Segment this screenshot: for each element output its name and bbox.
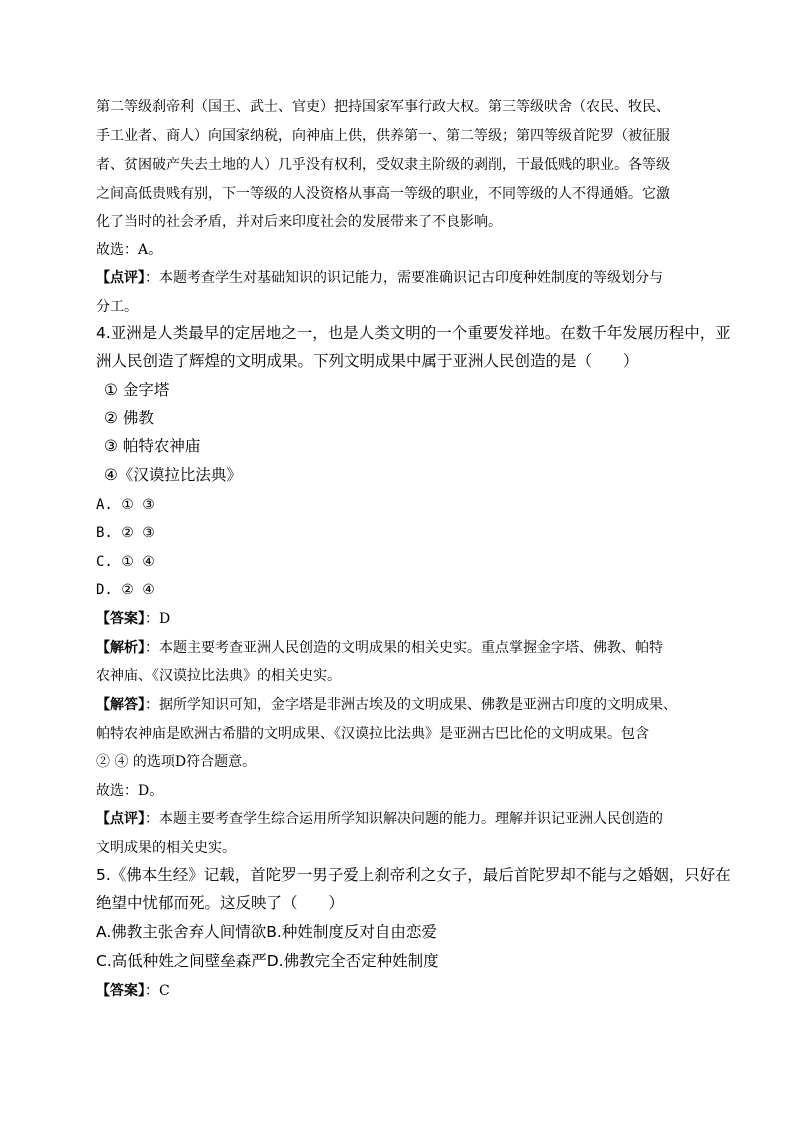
comment-tag: 【点评】 [96,270,145,286]
question-item: ① 金字塔 [104,381,170,399]
solution-line [96,695,677,715]
comment-line [96,268,663,288]
answer-line [96,981,170,1001]
comment-text: ：本题考查学生对基础知识的识记能力，需要准确识记古印度种姓制度的等级划分与 [145,270,663,286]
option-line: A.佛教主张舍弃人间情欲B.种姓制度反对自由恋爱 [96,923,437,941]
explanation-line: 者、贫困破产失去土地的人）几乎没有权利，受奴隶主阶级的剥削，干最低贱的职业。各等级 [96,157,670,173]
answer-tag: 【答案】 [96,611,145,627]
comment-tag: 【点评】 [96,811,145,827]
question-stem: 5.《佛本生经》记载，首陀罗一男子爱上刹帝利之女子，最后首陀罗却不能与之婚姻，只好在 [96,866,731,884]
analysis-tag: 【解析】 [96,640,145,656]
option-c: C. ① ④ [96,554,155,570]
analysis-line [96,638,663,658]
comment-line: 文明成果的相关史实。 [96,840,236,856]
answer-value: ：D [145,611,171,627]
analysis-text: ：本题主要考查亚洲人民创造的文明成果的相关史实。重点掌握金字塔、佛教、帕特 [145,640,663,656]
explanation-line: 第二等级刹帝利（国王、武士、官吏）把持国家军事行政大权。第三等级吠舍（农民、牧民、 [96,99,670,115]
analysis-line: 农神庙、《汉谟拉比法典》的相关史实。 [96,668,341,684]
answer-value: ：C [145,983,170,999]
question-item: ② 佛教 [104,409,154,427]
explanation-line: 之间高低贵贱有别，下一等级的人没资格从事高一等级的职业，不同等级的人不得通婚。它激 [96,186,670,202]
option-d: D. ② ④ [96,582,155,598]
comment-line: 分工。 [96,299,138,315]
question-item: ④《汉谟拉比法典》 [104,466,242,484]
choice-line: 故选：D。 [96,783,164,799]
solution-text: ：据所学知识可知，金字塔是非洲古埃及的文明成果、佛教是亚洲古印度的文明成果、 [145,697,677,713]
solution-line: ② ④ 的选项D符合题意。 [96,754,257,770]
comment-text: ：本题主要考查学生综合运用所学知识解决问题的能力。理解并识记亚洲人民创造的 [145,811,663,827]
solution-line: 帕特农神庙是欧洲古希腊的文明成果、《汉谟拉比法典》是亚洲古巴比伦的文明成果。包含 [96,726,649,742]
explanation-line: 手工业者、商人）向国家纳税，向神庙上供，供养第一、第二等级；第四等级首陀罗（被征服 [96,128,670,144]
comment-line [96,809,663,829]
solution-tag: 【解答】 [96,697,145,713]
explanation-line: 化了当时的社会矛盾，并对后来印度社会的发展带来了不良影响。 [96,214,502,230]
question-item: ③ 帕特农神庙 [104,437,201,455]
option-a: A. ① ③ [96,497,155,513]
choice-line: 故选：A。 [96,242,163,258]
question-stem: 4.亚洲是人类最早的定居地之一，也是人类文明的一个重要发祥地。在数千年发展历程中，亚 [96,324,731,342]
option-b: B. ② ③ [96,525,155,541]
question-stem: 绝望中忧郁而死。这反映了（ ） [96,894,345,912]
question-stem: 洲人民创造了辉煌的文明成果。下列文明成果中属于亚洲人民创造的是（ ） [96,352,639,370]
answer-tag: 【答案】 [96,983,145,999]
answer-line [96,609,170,629]
option-line: C.高低种姓之间壁垒森严D.佛教完全否定种姓制度 [96,952,439,970]
